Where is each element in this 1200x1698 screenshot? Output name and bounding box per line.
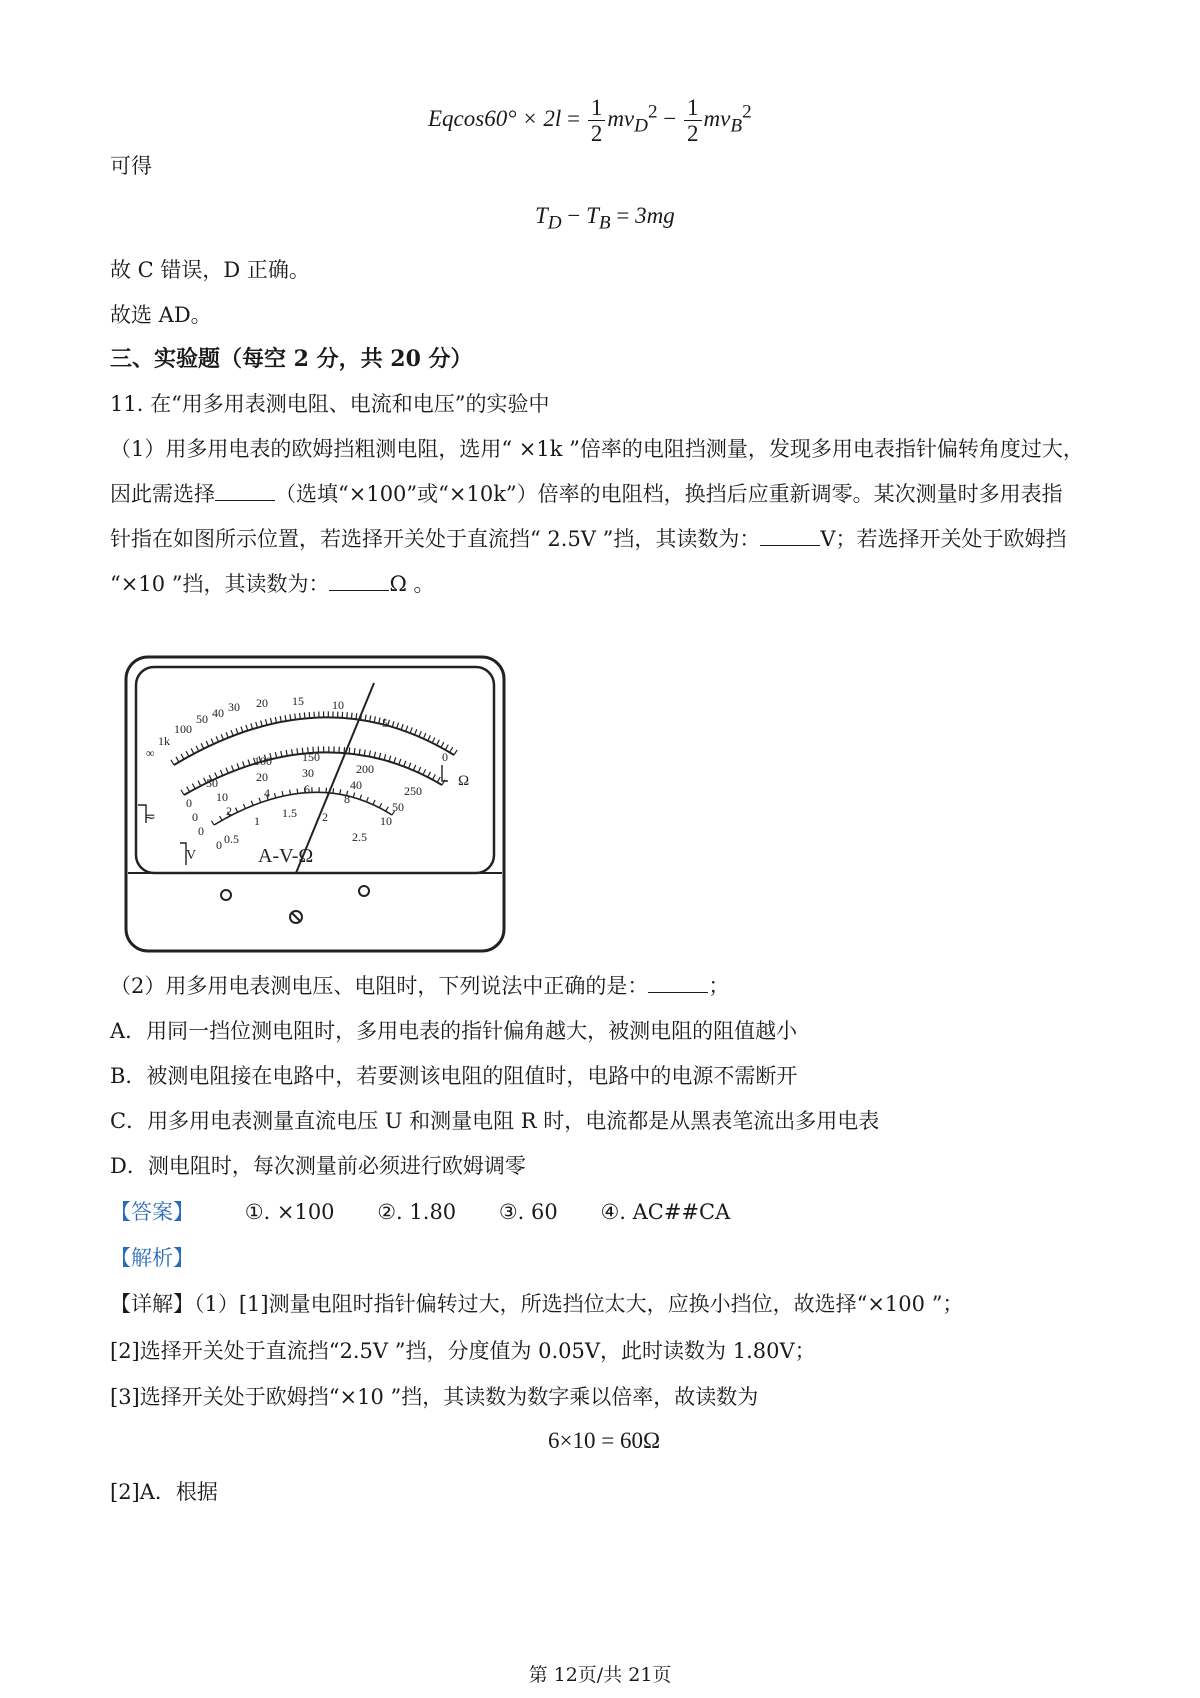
scale-tick (286, 750, 287, 756)
scale-tick (266, 719, 267, 725)
scale-tick (347, 712, 348, 718)
mid-label-8: 8 (344, 792, 350, 806)
text-keyi: 可得 (110, 154, 152, 178)
scale-tick (413, 765, 415, 771)
scale-tick (399, 759, 401, 765)
scale-tick (236, 808, 238, 813)
scale-tick (176, 757, 179, 762)
fraction-half-1: $\frac{1}{2}$ (588, 95, 606, 147)
question-11: 11. 在“用多用表测电阻、电流和电压”的实验中 (110, 392, 550, 416)
option-c: C．用多用电表测量直流电压 U 和测量电阻 R 时，电流都是从黑表笔流出多用电表 (110, 1109, 880, 1133)
scale-tick (379, 803, 381, 807)
answer-1: ①. ×100 (244, 1200, 335, 1224)
mid-label-30: 30 (302, 766, 314, 780)
scale-tick (236, 728, 238, 734)
scale-tick (251, 723, 253, 729)
eq1-term1: mv (607, 106, 635, 132)
ohm-label-inf: ∞ (146, 746, 155, 760)
scale-tick (401, 724, 403, 730)
scale-tick (248, 760, 250, 766)
option-a: A．用同一挡位测电阻时，多用电表的指针偏角越大，被测电阻的阻值越小 (110, 1019, 798, 1043)
detail-line-1: 【详解】（1）[1]测量电阻时指针偏转过大，所选挡位太大，应换小挡位，故选择“×100 ”； (110, 1292, 964, 1316)
scale-tick (192, 784, 195, 789)
ohm-label-20: 20 (256, 696, 268, 710)
scale-tick (186, 751, 189, 756)
ohm-bracket (442, 765, 448, 781)
scale-tick (275, 717, 276, 723)
eq1-lhs: Eqcos60° × 2l (428, 106, 562, 132)
scale-tick (433, 774, 436, 779)
mid-label-40: 40 (350, 778, 362, 792)
scale-tick (397, 723, 399, 729)
scale-tick (206, 741, 209, 746)
detail-line-3: [3]选择开关处于欧姆挡“×10 ”挡，其读数为数字乘以倍率，故读数为 (110, 1385, 759, 1409)
scale-tick (226, 732, 228, 738)
analysis-label: 【解析】 (110, 1246, 194, 1270)
detail-line-4: [2]A．根据 (110, 1480, 218, 1504)
terminal-left (221, 890, 231, 900)
mid-label-zero-a: 0 (186, 796, 192, 810)
multimeter-dial-figure (124, 655, 506, 953)
scale-tick (300, 713, 301, 719)
scale-tick (290, 790, 291, 795)
low-label-2-5: 2.5 (352, 830, 367, 844)
mid-label-150: 150 (302, 750, 320, 764)
scale-tick (295, 714, 296, 720)
blank-3 (329, 572, 389, 591)
scale-tick (386, 807, 389, 811)
scale-tick (282, 791, 283, 796)
scale-tick (211, 739, 213, 744)
scale-tick (428, 772, 431, 777)
scale-tick (220, 816, 222, 820)
scale-ticks (171, 711, 457, 825)
mid-label-10: 10 (216, 790, 228, 804)
ohm-label-5: 5 (382, 716, 388, 730)
ohm-label-10: 10 (332, 698, 344, 712)
mid-label-100: 100 (254, 754, 272, 768)
low-label-1: 1 (254, 814, 260, 828)
q11-part1-line4: “×10 ”挡，其读数为： Ω 。 (110, 572, 435, 596)
scale-tick (374, 716, 375, 722)
section-heading: 三、实验题（每空 2 分，共 20 分） (110, 346, 473, 372)
meter-brand-label: A-V-Ω (258, 845, 314, 867)
low-label-0: 0 (216, 838, 222, 852)
scale-tick (389, 756, 391, 762)
answer-3: ③. 60 (498, 1200, 558, 1224)
scale-tick (406, 726, 408, 732)
scale-tick (364, 750, 365, 756)
mid-label-zero-b: 0 (192, 810, 198, 824)
scale-tick (171, 760, 174, 765)
scale-tick (226, 768, 228, 774)
answer-4: ④. AC##CA (600, 1200, 731, 1224)
scale-tick (270, 718, 271, 724)
answer-line (110, 1198, 766, 1226)
eq1-term2: mv (703, 106, 731, 132)
ohm-label-0: 0 (442, 750, 448, 764)
mid-label-20: 20 (256, 770, 268, 784)
scale-tick (201, 743, 204, 748)
ohm-label-1k: 1k (158, 734, 170, 748)
answer-label: 【答案】 (110, 1200, 194, 1224)
scale-tick (379, 717, 380, 723)
scale-tick (373, 800, 375, 805)
scale-tick (450, 747, 453, 752)
blank-2 (760, 527, 820, 546)
mid-label-10c: 10 (380, 814, 392, 828)
scale-tick (423, 769, 426, 774)
dc-symbol: ≂ (144, 810, 156, 825)
scale-tick (360, 795, 362, 800)
scale-tick (366, 797, 368, 802)
zero-adjust-slot (292, 913, 300, 921)
mid-label-zero-c: 0 (198, 824, 204, 838)
ohm-label-15: 15 (292, 694, 304, 708)
scale-tick (349, 747, 350, 753)
scale-tick (243, 761, 245, 767)
scale-tick (374, 752, 375, 758)
scale-tick (251, 801, 253, 806)
ohm-label-50: 50 (196, 712, 208, 726)
scale-tick (285, 715, 286, 721)
scale-tick (369, 751, 370, 757)
scale-tick (437, 777, 440, 782)
scale-tick (232, 765, 234, 771)
fraction-half-2: $\frac{1}{2}$ (684, 95, 702, 147)
mid-label-6: 6 (304, 782, 310, 796)
scale-tick (379, 753, 380, 759)
ac-voltage-symbol: V (186, 848, 197, 863)
scale-tick (221, 734, 223, 740)
text-c-wrong: 故 C 错误，D 正确。 (110, 258, 310, 282)
q11-part1-line3: 针指在如图所示位置，若选择开关处于直流挡“ 2.5V ”挡，其读数为： V；若选择开关处于欧姆挡 (110, 527, 1067, 551)
scale-tick (415, 729, 417, 735)
scale-tick (297, 789, 298, 794)
mid-label-4: 4 (264, 786, 270, 800)
scale-tick (275, 752, 276, 758)
q11-part1-line2: 因此需选择 （选填“×100”或“×10k”）倍率的电阻档，换挡后应重新调零。某次测量时多用表指 (110, 482, 1063, 506)
equation-tension: $T_D - T_B = 3mg$ (535, 203, 675, 234)
scale-tick (231, 730, 233, 736)
meter-window (136, 667, 494, 873)
meter-outer-frame (126, 657, 504, 951)
ohm-unit-symbol: Ω (458, 773, 470, 789)
scale-tick (196, 746, 199, 751)
scale-tick (356, 713, 357, 719)
ohm-label-40: 40 (212, 706, 224, 720)
scale-tick (211, 821, 214, 825)
option-d: D．测电阻时，每次测量前必须进行欧姆调零 (110, 1154, 526, 1178)
scale-tick (281, 751, 282, 757)
detail-line-2: [2]选择开关处于直流挡“2.5V ”挡，分度值为 0.05V，此时读数为 1.80V； (110, 1339, 816, 1363)
q11-part1-line1: （1）用多用电表的欧姆挡粗测电阻，选用“ ×1k ”倍率的电阻挡测量，发现多用电表指针偏转角度过大， (110, 437, 1084, 461)
scale-tick (410, 727, 412, 733)
low-label-0-5: 0.5 (224, 832, 239, 846)
scale-tick (191, 748, 194, 753)
ohm-label-100: 100 (174, 722, 192, 736)
mid-label-250: 250 (404, 784, 422, 798)
scale-tick (259, 798, 261, 803)
scale-tick (392, 721, 394, 727)
scale-tick (181, 790, 184, 795)
page-footer: 第 12页/共 21页 (528, 1664, 672, 1686)
answer-2: ②. 1.80 (377, 1200, 457, 1224)
scale-tick (370, 715, 371, 721)
scale-tick (216, 736, 218, 741)
scale-tick (354, 748, 355, 754)
scale-tick (409, 763, 411, 769)
low-label-2: 2 (322, 810, 328, 824)
scale-tick (365, 715, 366, 721)
scale-tick (454, 750, 457, 755)
scale-tick (274, 793, 275, 798)
mid-label-2: 2 (226, 804, 232, 818)
scale-tick (237, 763, 239, 769)
option-b: B．被测电阻接在电路中，若要测该电阻的阻值时，电路中的电源不需断开 (110, 1064, 798, 1088)
equation-energy: Eqcos60° × 2l = $\frac{1}{2}$ $mv_D^2$ − $\frac{1}{2}$ $mv_B^2$ (428, 95, 752, 147)
scale-tick (220, 770, 222, 776)
scale-tick (241, 727, 243, 733)
q11-part2: （2）用多用电表测电压、电阻时，下列说法中正确的是： ； (110, 974, 730, 998)
scale-tick (243, 804, 245, 809)
mid-label-50: 50 (206, 776, 218, 790)
low-scale-arc (214, 792, 392, 825)
scale-tick (198, 781, 201, 786)
scale-tick (351, 713, 352, 719)
mid-label-50b: 50 (392, 800, 404, 814)
mid-label-200: 200 (356, 762, 374, 776)
scale-tick (428, 735, 431, 740)
blank-1 (215, 482, 275, 501)
scale-tick (394, 757, 396, 763)
scale-tick (304, 712, 305, 718)
scale-tick (432, 737, 435, 742)
low-label-1-5: 1.5 (282, 806, 297, 820)
scale-tick (333, 788, 334, 793)
scale-tick (384, 754, 386, 760)
equation-resistance: 6×10 = 60Ω (548, 1428, 661, 1453)
scale-tick (423, 733, 425, 738)
terminal-right (359, 886, 369, 896)
scale-tick (280, 716, 281, 722)
scale-tick (340, 789, 341, 794)
scale-tick (419, 731, 421, 737)
scale-tick (297, 748, 298, 754)
ohm-label-30: 30 (228, 700, 240, 714)
scale-tick (181, 754, 184, 759)
scale-tick (418, 767, 420, 772)
scale-tick (246, 725, 248, 731)
scale-tick (437, 740, 440, 745)
scale-tick (441, 742, 444, 747)
scale-tick (404, 761, 406, 767)
blank-4 (648, 974, 708, 993)
scale-tick (261, 721, 263, 727)
scale-tick (256, 722, 258, 728)
scale-tick (353, 793, 354, 798)
scale-tick (187, 787, 190, 792)
text-choose-ad: 故选 AD。 (110, 303, 212, 327)
